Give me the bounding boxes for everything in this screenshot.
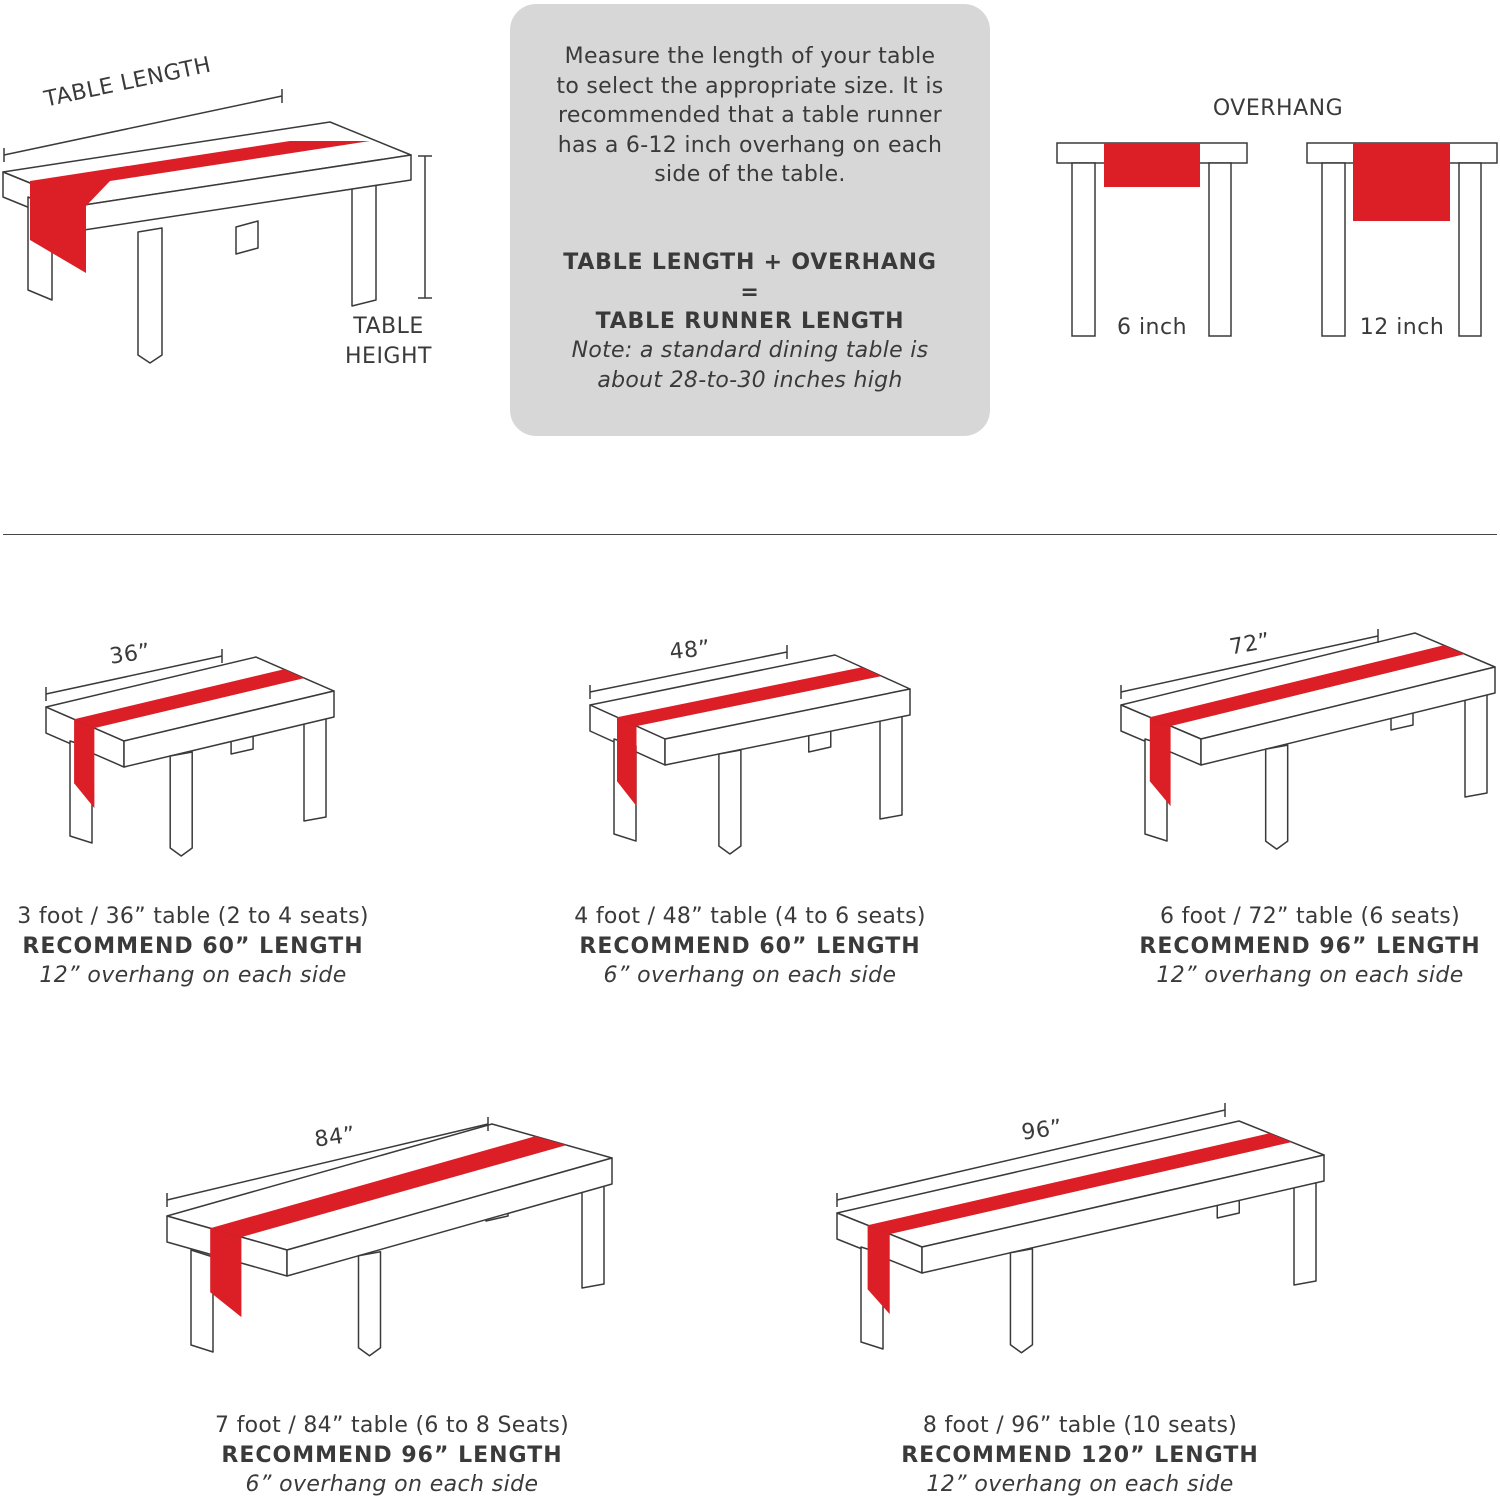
- table-36-overhang: 12” overhang on each side: [39, 963, 347, 988]
- table-72-dimension: 72”: [1227, 628, 1273, 661]
- table-84-dimension: 84”: [313, 1122, 357, 1153]
- table-36-size: 3 foot / 36” table (2 to 4 seats): [17, 904, 369, 929]
- table-height-label-line2: HEIGHT: [345, 344, 432, 369]
- table-96-caption: [880, 1411, 1280, 1500]
- table-36-recommend: RECOMMEND 60” LENGTH: [22, 933, 364, 959]
- table-36-dimension: 36”: [108, 639, 152, 670]
- table-36-caption: [0, 902, 386, 991]
- table-72-recommend: RECOMMEND 96” LENGTH: [1139, 933, 1481, 959]
- table-72-overhang: 12” overhang on each side: [1156, 963, 1464, 988]
- table-48-size: 4 foot / 48” table (4 to 6 seats): [574, 904, 926, 929]
- info-note: Note: a standard dining table is about 28-to-30 inches high: [571, 338, 929, 393]
- table-48-caption: [540, 902, 960, 991]
- info-instructions: Measure the length of your table to select the appropriate size. It is recommended that a table runner has a 6-12 inch overhang on each side of the table.: [556, 44, 944, 187]
- table-48-recommend: RECOMMEND 60” LENGTH: [579, 933, 921, 959]
- overhang-title: OVERHANG: [1212, 96, 1344, 121]
- table-48-front-leg-right: [719, 750, 741, 854]
- table-84-runner-overhang: [210, 1228, 241, 1317]
- table-96-recommend: RECOMMEND 120” LENGTH: [901, 1442, 1259, 1468]
- table-48-drawing: [590, 645, 910, 854]
- table-84-front-leg-left: [191, 1250, 213, 1352]
- table-84-size: 7 foot / 84” table (6 to 8 Seats): [215, 1413, 569, 1438]
- info-formula-line2: TABLE RUNNER LENGTH: [595, 309, 905, 334]
- info-formula-line1: TABLE LENGTH + OVERHANG =: [563, 250, 937, 305]
- table-96-size: 8 foot / 96” table (10 seats): [922, 1413, 1238, 1438]
- table-height-label-line1: TABLE: [353, 314, 424, 339]
- table-36-drawing: [46, 649, 334, 856]
- table-36-front-leg-right: [170, 752, 192, 856]
- table-72-caption: [1110, 902, 1500, 991]
- table-96-back-leg-right: [1294, 1171, 1316, 1285]
- table-84-drawing: [167, 1117, 612, 1356]
- table-96-front-leg-right: [1010, 1249, 1032, 1353]
- table-84-overhang: 6” overhang on each side: [245, 1472, 539, 1497]
- overhang-6-inch-label: 6 inch: [1116, 315, 1188, 340]
- table-84-caption: [182, 1411, 602, 1500]
- table-96-overhang: 12” overhang on each side: [926, 1472, 1234, 1497]
- table-48-overhang: 6” overhang on each side: [603, 963, 897, 988]
- table-72-front-leg-right: [1266, 745, 1288, 849]
- table-84-recommend: RECOMMEND 96” LENGTH: [221, 1442, 563, 1468]
- table-48-back-leg-right: [880, 705, 902, 819]
- overhang-12-inch-label: 12 inch: [1359, 315, 1445, 340]
- table-length-label: TABLE LENGTH: [42, 52, 214, 113]
- table-84-front-leg-right: [359, 1252, 381, 1356]
- table-72-drawing: [1121, 629, 1495, 849]
- table-72-size: 6 foot / 72” table (6 seats): [1160, 904, 1460, 929]
- table-96-drawing: [837, 1103, 1324, 1353]
- table-96-dimension: 96”: [1020, 1115, 1064, 1146]
- table-48-dimension: 48”: [668, 635, 712, 666]
